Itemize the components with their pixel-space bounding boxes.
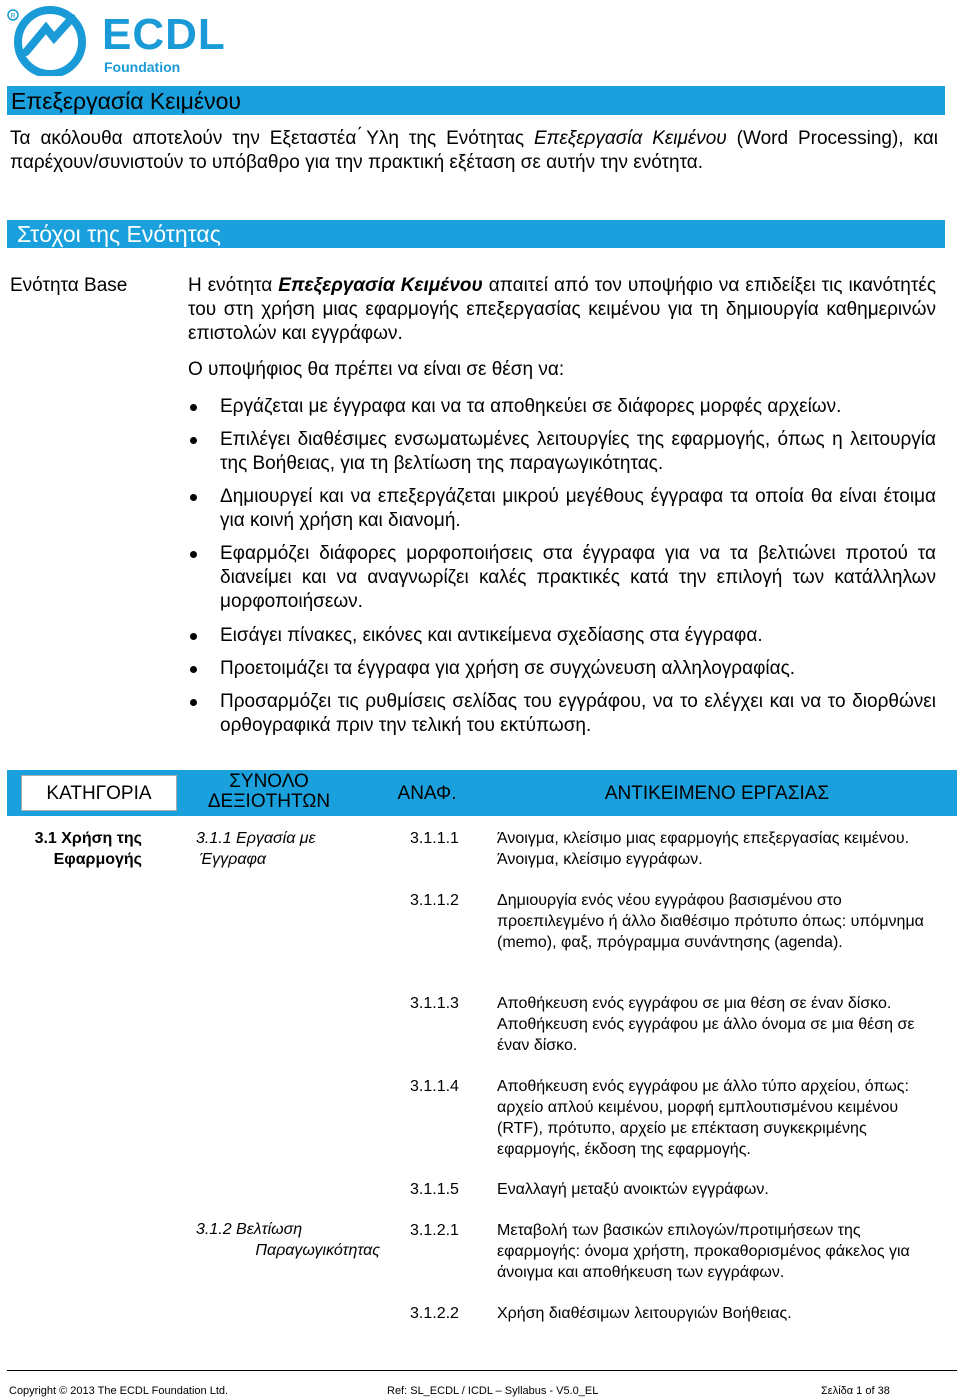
category-line2: Εφαρμογής [53,851,142,868]
skill-set-line2: Παραγωγικότητας [255,1242,380,1259]
skill-set-line1: 3.1.2 Βελτίωση [196,1221,303,1238]
header-skill-set-line2: ΔΕΞΙΟΤΗΤΩΝ [207,791,331,812]
task-cell: Αποθήκευση ενός εγγράφου με άλλο τύπο αρχείου, όπως: αρχείο απλού κειμένου, μορφή εμπλουτισμένου κειμένου (RTF), πρότυπο, αρχείο με επέκταση συγκεκριμένης εφαρμογής, έκδοση της εφαρμογής. [497,1078,909,1158]
goal-text: Προετοιμάζει τα έγγραφα για χρήση σε συγχώνευση αλληλογραφίας. [220,658,796,679]
footer-page-number: Σελίδα 1 of 38 [821,1385,890,1397]
footer-reference: Ref: SL_ECDL / ICDL – Syllabus - V5.0_EL [387,1385,599,1397]
category-line1: 3.1 Χρήση της [34,830,142,847]
goal-bullet [190,657,936,681]
bullet-icon [190,551,197,558]
ref-cell: 3.1.1.3 [410,995,459,1012]
ref-cell: 3.1.2.2 [410,1305,459,1322]
page-footer [7,1370,957,1399]
skill-set-cell [196,1219,382,1261]
title-band [7,86,945,115]
page-title: Επεξεργασία Κειμένου [11,88,241,114]
goal-bullet [190,485,936,533]
task-cell: Μεταβολή των βασικών επιλογών/προτιμήσεων της εφαρμογής: όνομα χρήστη, προκαθορισμένος φάκελος για άνοιγμα και αποθήκευση των εγγράφων. [497,1222,910,1281]
goal-text: Εργάζεται με έγγραφα και να τα αποθηκεύει σε διάφορες μορφές αρχείων. [220,396,842,417]
desc-text-a: Η ενότητα [188,275,279,296]
candidate-intro: Ο υποψήφιος θα πρέπει να είναι σε θέση να: [188,359,565,380]
bullet-icon [190,494,197,501]
goal-bullet [190,395,936,419]
goals-title: Στόχοι της Ενότητας [17,221,221,247]
skill-set-line2: Έγγραφα [199,851,266,868]
task-cell: Εναλλαγή μεταξύ ανοικτών εγγράφων. [497,1181,769,1198]
bullet-icon [190,437,197,444]
header-category: ΚΑΤΗΓΟΡΙΑ [21,775,177,811]
svg-text:R: R [10,13,16,20]
ref-cell: 3.1.1.5 [410,1181,459,1198]
goal-text: Επιλέγει διαθέσιμες ενσωματωμένες λειτουργίες της εφαρμογής, όπως η λειτουργία της Βοήθειας, για τη βελτίωση της παραγωγικότητας. [220,429,936,474]
header-task-item: ΑΝΤΙΚΕΙΜΕΝΟ ΕΡΓΑΣΙΑΣ [604,783,830,804]
goal-text: Εφαρμόζει διάφορες μορφοποιήσεις στα έγγραφα για να τα βελτιώνει προτού τα διανείμει και να αναγνωρίζει καλές πρακτικές κατά την επιλογή των κατάλληλων μορφοποιήσεων. [220,543,936,612]
goal-text: Δημιουργεί και να επεξεργάζεται μικρού μεγέθους έγγραφα τα οποία θα είναι έτοιμα για κοινή χρήση και διανομή. [220,486,936,531]
intro-text-a: Τα ακόλουθα αποτελούν την Εξεταστέα ́Υλη της Ενότητας [10,128,534,149]
goal-bullet [190,428,936,476]
bullet-icon [190,633,197,640]
intro-text-b: (Word Processing), και παρέχουν/συνιστούν το υπόβαθρο για την πρακτική εξέταση σε αυτήν την ενότητα. [10,128,938,173]
ecdl-logo [6,4,226,76]
task-cell: Αποθήκευση ενός εγγράφου σε μια θέση σε έναν δίσκο. Αποθήκευση ενός εγγράφου με άλλο όνομα σε μια θέση σε έναν δίσκο. [497,995,915,1054]
goal-text: Προσαρμόζει τις ρυθμίσεις σελίδας του εγγράφου, να το ελέγχει και να το διορθώνει ορθογραφικά πριν την τελική του εκτύπωση. [220,691,936,736]
table-header [7,770,957,816]
intro-module-name: Επεξεργασία Κειμένου [533,128,727,149]
goals-band [7,220,945,248]
logo-subtitle: Foundation [104,59,181,75]
task-cell: Άνοιγμα, κλείσιμο μιας εφαρμογής επεξεργασίας κειμένου. Άνοιγμα, κλείσιμο εγγράφων. [497,830,910,868]
skill-set-cell [196,828,382,870]
footer-copyright: Copyright © 2013 The ECDL Foundation Ltd. [9,1385,229,1397]
desc-module-name: Επεξεργασία Κειμένου [278,275,483,296]
logo-wordmark: ECDL [102,10,226,59]
ref-cell: 3.1.1.4 [410,1078,459,1095]
goal-text: Εισάγει πίνακες, εικόνες και αντικείμενα σχεδίασης στα έγγραφα. [220,625,763,646]
ref-cell: 3.1.1.2 [410,892,459,909]
category-cell [10,828,142,870]
ecdl-emblem-icon [6,4,98,76]
module-label: Ενότητα Base [10,275,128,296]
bullet-icon [190,699,197,706]
ref-cell: 3.1.1.1 [410,830,459,847]
module-description [188,274,936,346]
task-cell: Χρήση διαθέσιμων λειτουργιών Βοήθειας. [497,1305,792,1322]
ref-cell: 3.1.2.1 [410,1222,459,1239]
header-skill-set [179,772,359,812]
goal-bullet [190,690,936,738]
bullet-icon [190,404,197,411]
goal-bullet [190,624,936,648]
bullet-icon [190,666,197,673]
task-cell: Δημιουργία ενός νέου εγγράφου βασισμένου στο προεπιλεγμένο ή άλλο διαθέσιμο πρότυπο όπως: υπόμνημα (memo), φαξ, πρόγραμμα συνάντησης (agenda). [497,892,924,951]
desc-text-b: απαιτεί από τον υποψήφιο να επιδείξει τις ικανότητές του στη χρήση μιας εφαρμογής επεξεργασίας κειμένου για τη δημιουργία καθημερινών επιστολών και εγγράφων. [188,275,936,344]
intro-paragraph [10,127,938,175]
header-skill-set-line1: ΣΥΝΟΛΟ [229,771,309,792]
goal-bullet [190,542,936,614]
skill-set-line1: 3.1.1 Εργασία με [196,830,316,847]
header-ref: ΑΝΑΦ. [397,783,457,804]
